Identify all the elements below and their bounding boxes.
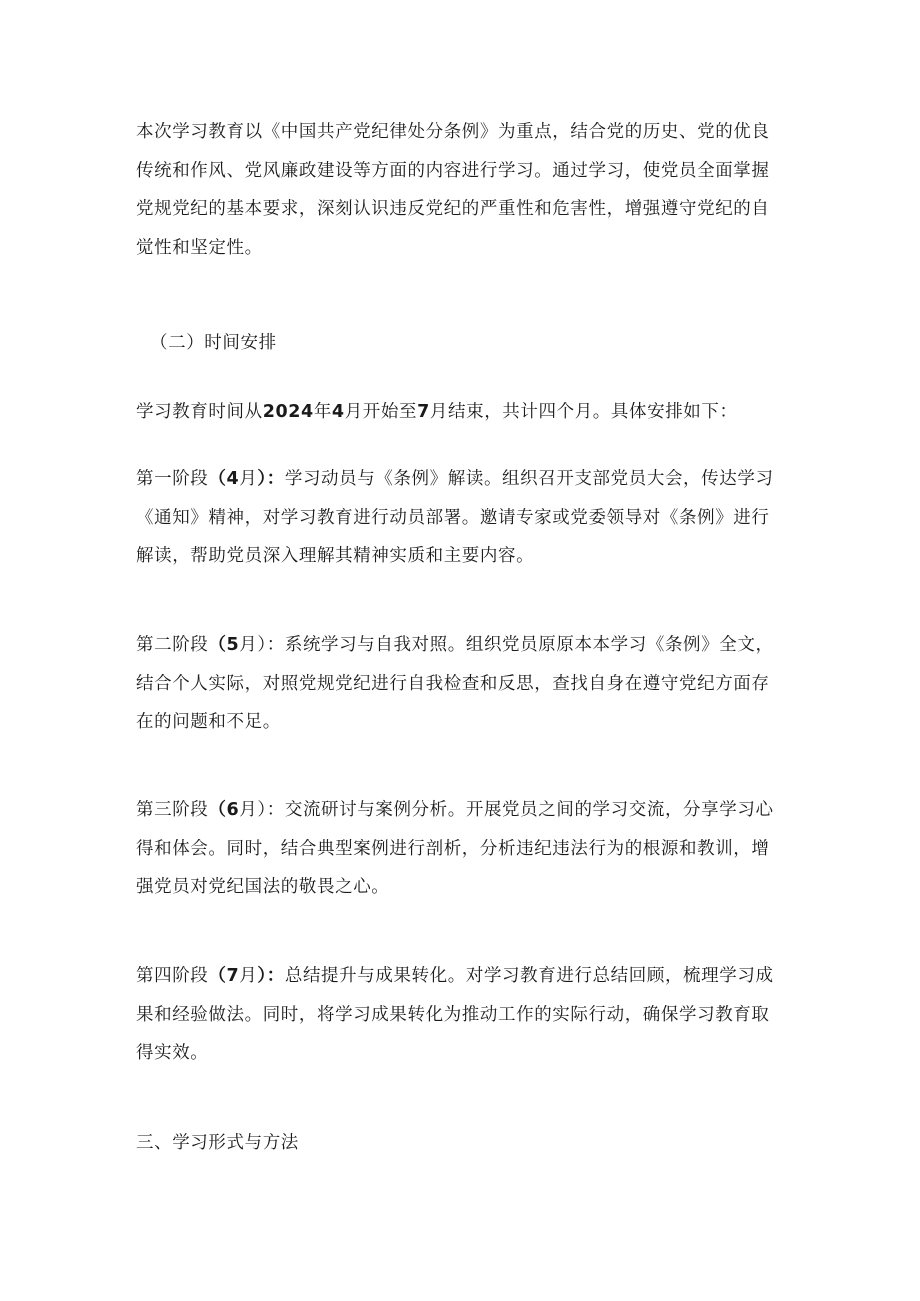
schedule-year-unit: 年 bbox=[313, 402, 332, 422]
stage-open-paren: （ bbox=[208, 966, 227, 986]
intro-line: 传统和作风、党风廉政建设等方面的内容进行学习。通过学习，使党员全面掌握 bbox=[136, 160, 770, 181]
stage-title-text: 学习动员与《条例》解读。组织召开支部党员大会，传达学习 bbox=[284, 469, 774, 489]
stage-month-unit: 月 bbox=[239, 635, 258, 655]
stage-first-line bbox=[136, 957, 796, 996]
schedule-mid: 月开始至 bbox=[344, 402, 418, 422]
stage-title-text: 系统学习与自我对照。组织党员原原本本学习《条例》全文， bbox=[284, 635, 774, 655]
intro-line: 党规党纪的基本要求，深刻认识违反党纪的严重性和危害性，增强遵守党纪的自 bbox=[136, 199, 770, 219]
stage-first-line bbox=[136, 791, 796, 830]
stage-month-number: 7 bbox=[226, 966, 240, 986]
stage-first-line bbox=[136, 460, 796, 499]
schedule-intro-paragraph bbox=[136, 393, 796, 432]
stage-close-paren: ）： bbox=[257, 469, 285, 489]
stage-paragraph-4 bbox=[136, 957, 796, 1073]
stage-line: 得和体会。同时，结合典型案例进行剖析，分析违纪违法行为的根源和教训，增 bbox=[136, 838, 770, 859]
stage-line: 强党员对党纪国法的敬畏之心。 bbox=[136, 877, 390, 897]
stage-month-unit: 月 bbox=[239, 966, 258, 986]
stage-label: 第四阶段 bbox=[136, 966, 209, 986]
stage-month-number: 6 bbox=[226, 800, 240, 820]
schedule-prefix: 学习教育时间从 bbox=[136, 402, 263, 422]
stage-month-unit: 月 bbox=[239, 469, 258, 489]
stage-open-paren: （ bbox=[208, 469, 227, 489]
stage-month-number: 4 bbox=[226, 469, 240, 489]
schedule-start-month: 4 bbox=[331, 402, 345, 422]
stage-month-number: 5 bbox=[226, 635, 240, 655]
schedule-end-month: 7 bbox=[417, 402, 430, 422]
stage-month-unit: 月 bbox=[239, 800, 258, 820]
intro-paragraph bbox=[136, 113, 796, 267]
section-heading-text: 三、学习形式与方法 bbox=[136, 1133, 299, 1153]
stage-label: 第二阶段 bbox=[136, 635, 209, 655]
stage-line: 解读，帮助党员深入理解其精神实质和主要内容。 bbox=[136, 546, 535, 566]
intro-line: 本次学习教育以《中国共产党纪律处分条例》为重点，结合党的历史、党的优良 bbox=[136, 122, 770, 142]
stage-paragraph-1 bbox=[136, 460, 796, 576]
schedule-suffix: 月结束，共计四个月。具体安排如下： bbox=[429, 402, 738, 422]
schedule-year: 2024 bbox=[262, 402, 314, 422]
stage-paragraph-3 bbox=[136, 791, 796, 907]
time-arrangement-heading bbox=[150, 324, 810, 363]
stage-line: 《通知》精神，对学习教育进行动员部署。邀请专家或党委领导对《条例》进行 bbox=[136, 507, 770, 528]
intro-line: 觉性和坚定性。 bbox=[136, 237, 263, 258]
stage-open-paren: （ bbox=[208, 800, 227, 820]
stage-title-text: 交流研讨与案例分析。开展党员之间的学习交流，分享学习心 bbox=[284, 800, 774, 820]
stage-close-paren: ）： bbox=[257, 635, 285, 655]
stage-first-line bbox=[136, 626, 796, 665]
stage-label: 第一阶段 bbox=[136, 469, 209, 489]
stage-line: 果和经验做法。同时，将学习成果转化为推动工作的实际行动，确保学习教育取 bbox=[136, 1004, 770, 1025]
stage-open-paren: （ bbox=[208, 635, 227, 655]
stage-line: 结合个人实际，对照党规党纪进行自我检查和反思，查找自身在遵守党纪方面存 bbox=[136, 673, 770, 694]
stage-paragraph-2 bbox=[136, 626, 796, 742]
stage-title-text: 总结提升与成果转化。对学习教育进行总结回顾，梳理学习成 bbox=[284, 966, 774, 986]
stage-close-paren: ）： bbox=[257, 800, 285, 820]
methods-heading bbox=[136, 1124, 796, 1163]
stage-line: 得实效。 bbox=[136, 1043, 209, 1063]
section-heading-text: （二）时间安排 bbox=[150, 333, 277, 353]
stage-line: 在的问题和不足。 bbox=[136, 712, 281, 732]
stage-label: 第三阶段 bbox=[136, 800, 209, 820]
schedule-intro-line bbox=[136, 393, 796, 432]
stage-close-paren: ）： bbox=[257, 966, 285, 986]
